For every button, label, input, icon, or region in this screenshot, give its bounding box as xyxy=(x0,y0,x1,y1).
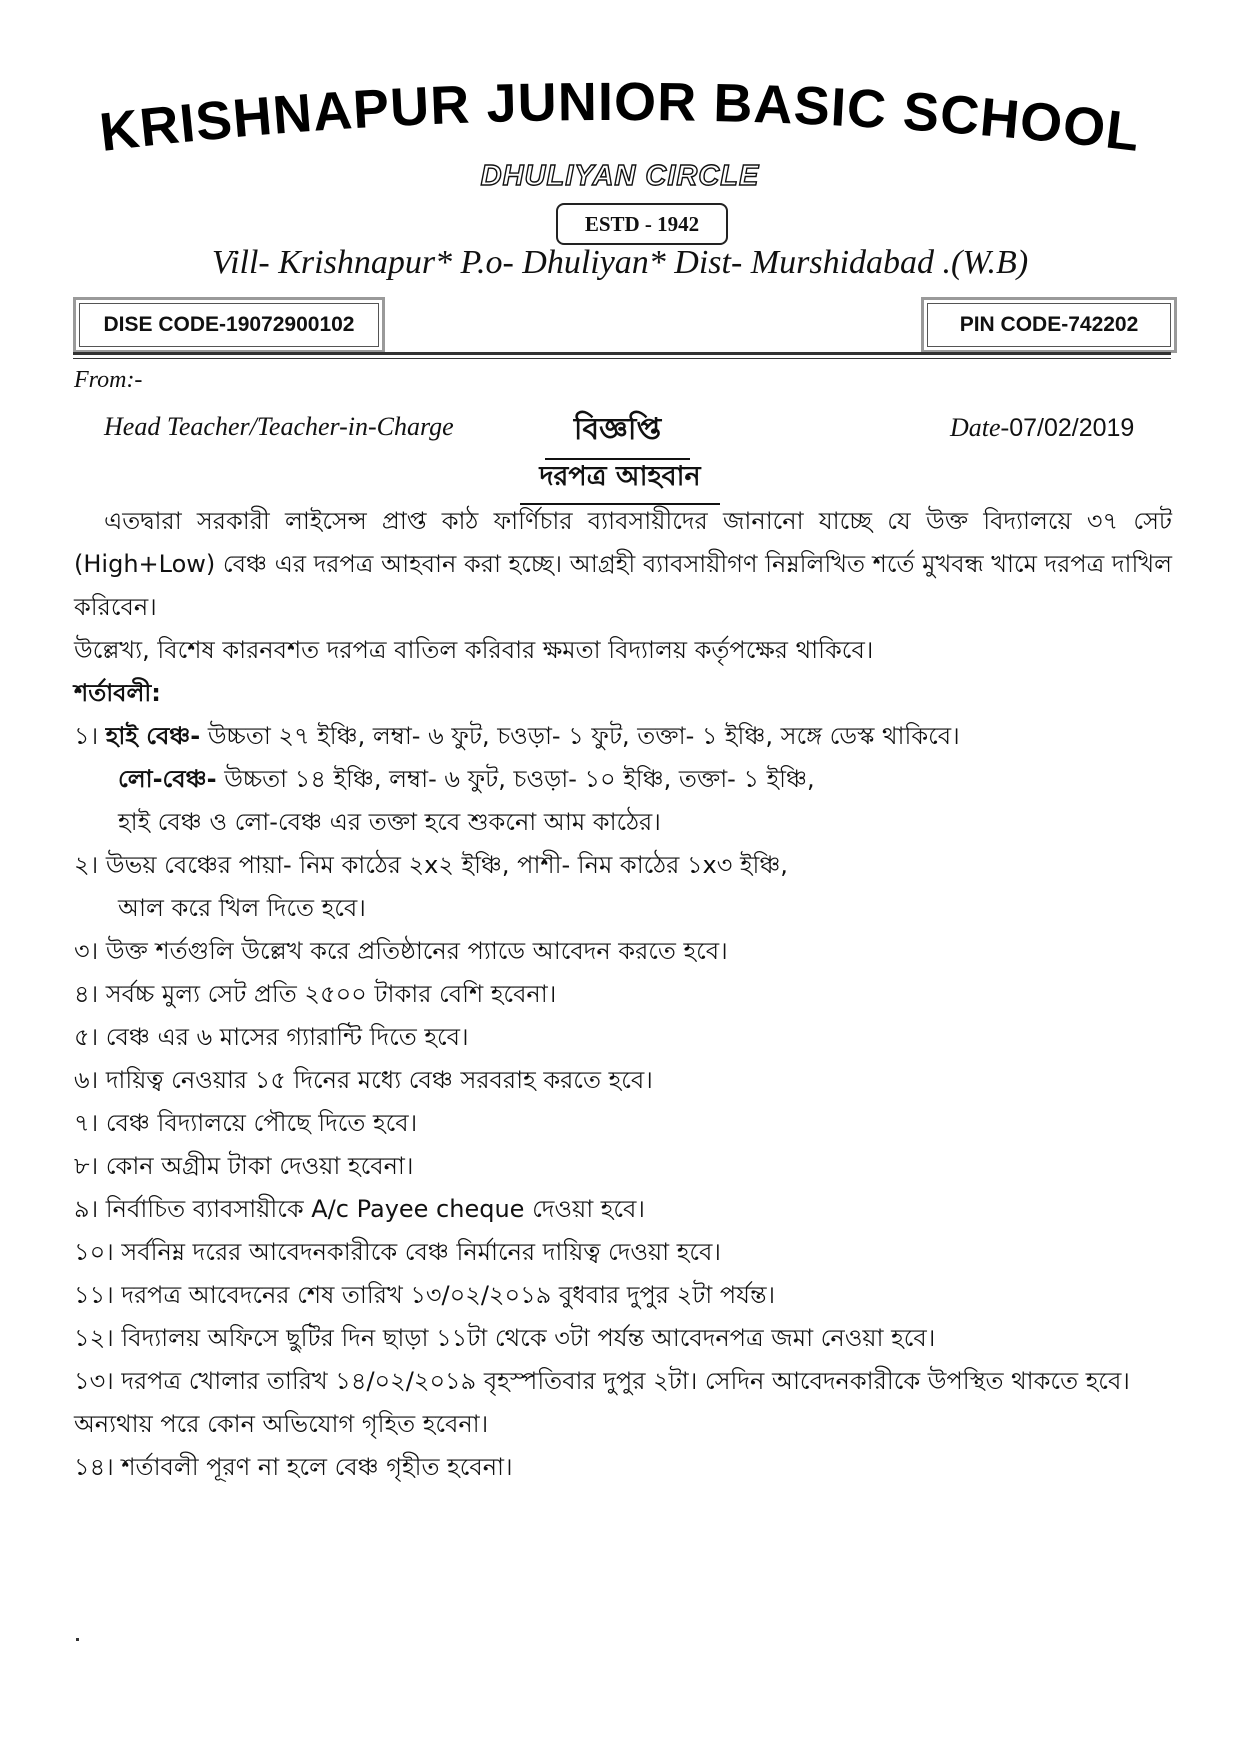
high-bench-label: হাই বেঞ্চ- xyxy=(105,722,201,750)
from-label: From:- xyxy=(74,367,143,393)
condition-1-number: ১। xyxy=(74,722,99,750)
condition-8: ৮। কোন অগ্রীম টাকা দেওয়া হবেনা। xyxy=(74,1152,414,1180)
school-address: Vill- Krishnapur* P.o- Dhuliyan* Dist- Murshidabad .(W.B) xyxy=(211,244,1029,281)
date-value: 07/02/2019 xyxy=(1009,414,1135,442)
condition-2-cont: আল করে খিল দিতে হবে। xyxy=(118,894,366,922)
header-divider-thick xyxy=(73,352,1171,355)
school-name-text xyxy=(97,72,1144,163)
dise-code-text: DISE CODE-19072900102 xyxy=(79,303,379,347)
condition-6: ৬। দায়িত্ব নেওয়ার ১৫ দিনের মধ্যে বেঞ্চ সরবরাহ করতে হবে। xyxy=(74,1066,653,1094)
header-divider-thin xyxy=(73,358,1171,359)
condition-14: ১৪। শর্তাবলী পূরণ না হলে বেঞ্চ গৃহীত হবেনা। xyxy=(74,1453,513,1481)
date-label: Date- xyxy=(950,413,1010,442)
condition-11: ১১। দরপত্র আবেদনের শেষ তারিখ ১৩/০২/২০১৯ বুধবার দুপুর ২টা পর্যন্ত। xyxy=(74,1281,776,1309)
note-paragraph: উল্লেখ্য, বিশেষ কারনবশত দরপত্র বাতিল করিবার ক্ষমতা বিদ্যালয় কর্তৃপক্ষের থাকিবে। xyxy=(74,636,874,664)
condition-13: ১৩। দরপত্র খোলার তারিখ ১৪/০২/২০১৯ বৃহস্পতিবার দুপুর ২টা। সেদিন আবেদনকারীকে উপস্থিত থাকতে হবে। অন্যথায় পরে কোন অভিযোগ গৃহিত হবেনা। xyxy=(74,1367,1130,1438)
conditions-heading: শর্তাবলী: xyxy=(74,679,161,707)
condition-10: ১০। সর্বনিম্ন দরের আবেদনকারীকে বেঞ্চ নির্মানের দায়িত্ব দেওয়া হবে। xyxy=(74,1238,721,1266)
pin-code-text: PIN CODE-742202 xyxy=(927,303,1171,347)
condition-12: ১২। বিদ্যালয় অফিসে ছুটির দিন ছাড়া ১১টা থেকে ৩টা পর্যন্ত আবেদনপত্র জমা নেওয়া হবে। xyxy=(74,1324,936,1352)
notice-title: বিজ্ঞপ্তি xyxy=(545,405,690,460)
sender-title: Head Teacher/Teacher-in-Charge xyxy=(104,412,454,441)
condition-2: ২। উভয় বেঞ্চের পায়া- নিম কাঠের ২x২ ইঞ্চি, পাশী- নিম কাঠের ১x৩ ইঞ্চি, xyxy=(74,851,788,879)
estd-badge: ESTD - 1942 xyxy=(556,203,728,245)
condition-1-wood: হাই বেঞ্চ ও লো-বেঞ্চ এর তক্তা হবে শুকনো আম কাঠের। xyxy=(118,808,661,836)
notice-body xyxy=(74,500,1172,1489)
condition-1-low-bench xyxy=(74,758,1172,801)
low-bench-spec: উচ্চতা ১৪ ইঞ্চি, লম্বা- ৬ ফুট, চওড়া- ১০ ইঞ্চি, তক্তা- ১ ইঞ্চি, xyxy=(216,765,815,793)
school-name-textpath: KRISHNAPUR JUNIOR BASIC SCHOOL xyxy=(96,71,1144,163)
condition-5: ৫। বেঞ্চ এর ৬ মাসের গ্যারান্টি দিতে হবে। xyxy=(74,1023,469,1051)
condition-3: ৩। উক্ত শর্তগুলি উল্লেখ করে প্রতিষ্ঠানের প্যাডে আবেদন করতে হবে। xyxy=(74,937,728,965)
pin-code-box xyxy=(921,297,1177,353)
stray-dot xyxy=(76,1638,79,1641)
notice-date xyxy=(950,413,1134,443)
low-bench-label: লো-বেঞ্চ- xyxy=(118,765,217,793)
notice-subtitle: দরপত্র আহবান xyxy=(520,456,720,505)
condition-1 xyxy=(74,715,1172,758)
high-bench-spec: উচ্চতা ২৭ ইঞ্চি, লম্বা- ৬ ফুট, চওড়া- ১ ফুট, তক্তা- ১ ইঞ্চি, সঙ্গে ডেস্ক থাকিবে। xyxy=(200,722,960,750)
dise-code-box xyxy=(73,297,385,353)
intro-paragraph: এতদ্বারা সরকারী লাইসেন্স প্রাপ্ত কাঠ ফার্ণিচার ব্যাবসায়ীদের জানানো যাচ্ছে যে উক্ত বিদ্যালয়ে ৩৭ সেট (High+Low) বেঞ্চ এর দরপত্র আহবান করা হচ্ছে। আগ্রহী ব্যাবসায়ীগণ নিম্নলিখিত শর্তে মুখবন্ধ খামে দরপত্র দাখিল করিবেন। xyxy=(74,507,1172,621)
circle-name: DHULIYAN CIRCLE xyxy=(480,160,760,192)
condition-4: ৪। সর্বচ্চ মুল্য সেট প্রতি ২৫০০ টাকার বেশি হবেনা। xyxy=(74,980,557,1008)
condition-9: ৯। নির্বাচিত ব্যাবসায়ীকে A/c Payee cheque দেওয়া হবে। xyxy=(74,1195,645,1223)
condition-7: ৭। বেঞ্চ বিদ্যালয়ে পৌছে দিতে হবে। xyxy=(74,1109,418,1137)
